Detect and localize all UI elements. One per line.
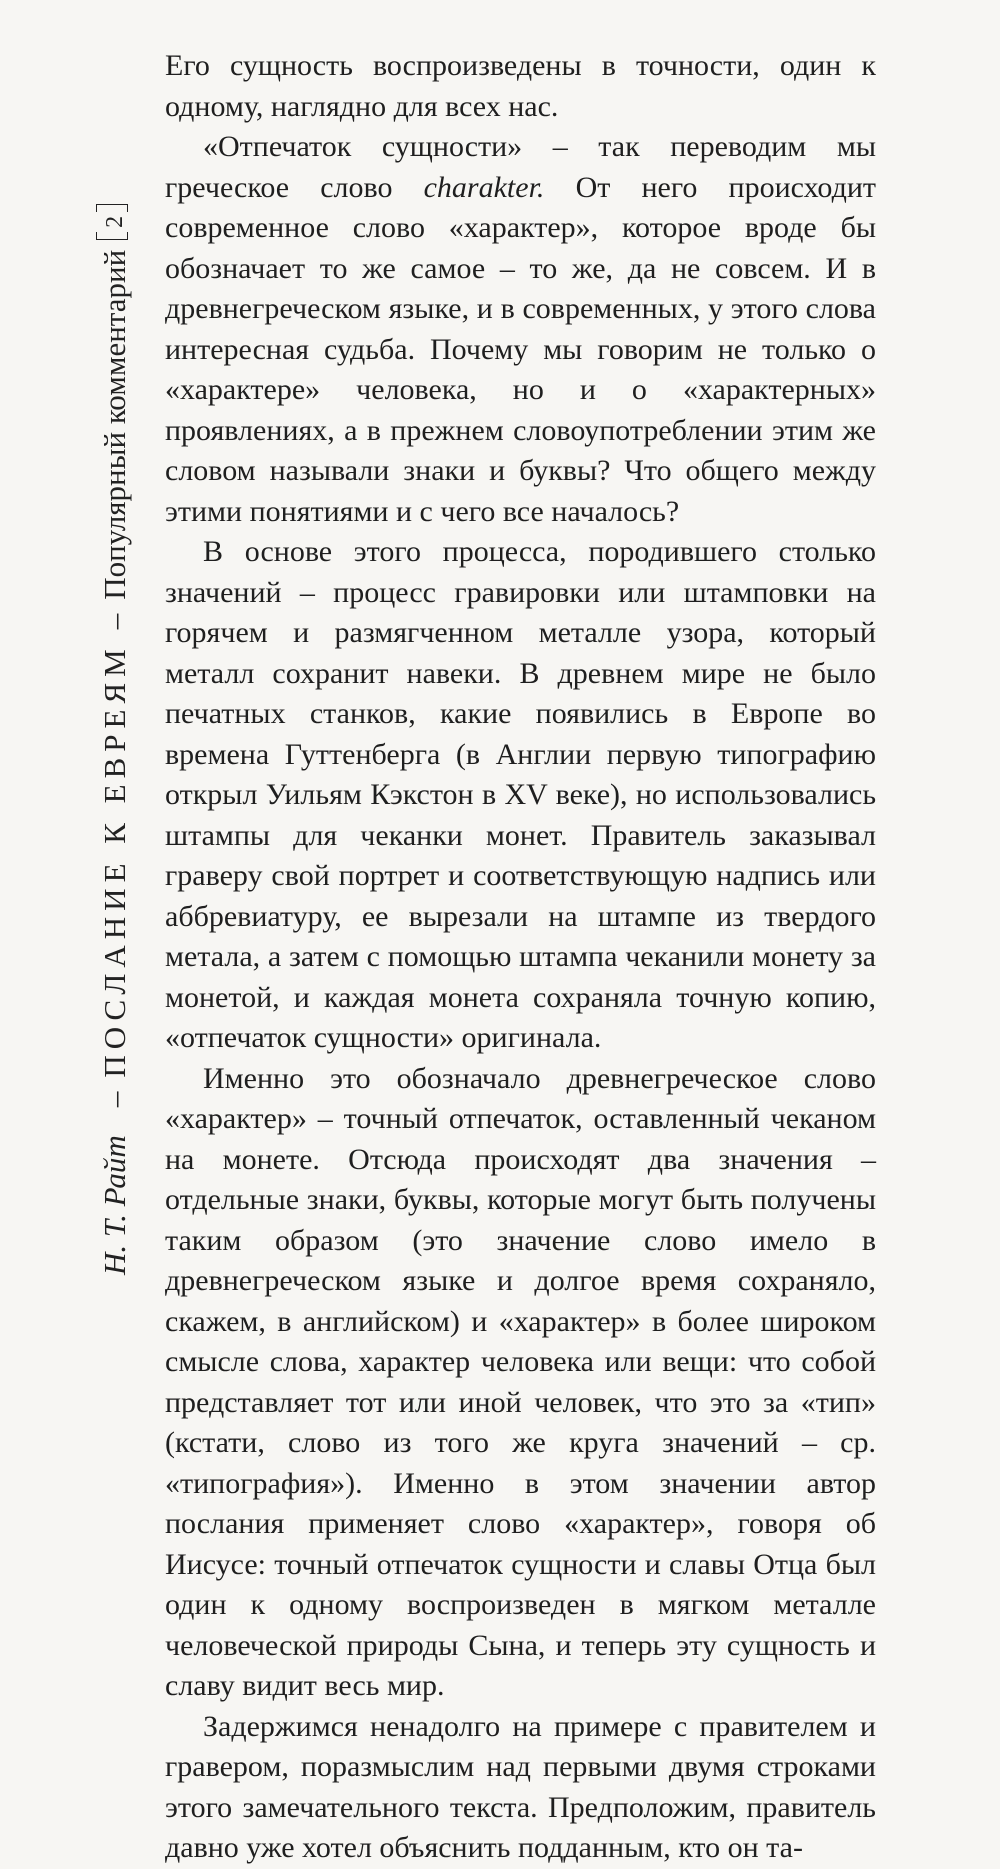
paragraph [165,127,876,532]
paragraph: Задержимся ненадолго на примере с правителем и гравером, поразмыслим над первыми двумя строками этого замечательного текста. Предположим, правитель давно уже хотел объяснить подданным, кто он та- [165,1709,876,1864]
running-head-book-title: ПОСЛАНИЕ К ЕВРЕЯМ [97,643,132,1078]
paragraph: Именно это обозначало древнегреческое слово «характер» – точный отпечаток, оставленный чеканом на монете. Отсюда происходят два значения – отдельные знаки, буквы, которые могут быть получены таким образом (это значение слово имело в древнегреческом языке и долгое время сохраняло, скажем, в английском) и «характер» в более широком смысле слова, характер человека или вещи: что собой представляет тот или иной человек, что это за «тип» (кстати, слово из того же круга значений – ср. «типография»). Именно в этом значении автор послания применяет слово «характер», говоря об Иисусе: точный отпечаток сущности и славы Отца был один к одному воспроизведен в мягком металле человеческой природы Сына, и теперь эту сущность и славу видит весь мир. [165,1061,876,1702]
paragraph-text: От него происходит современное слово «характер», которое вроде бы обозначает то же самое – то же, да не совсем. И в древнегреческом языке, и в современных, у этого слова интересная судьба. Почему мы говорим не только о «характере» человека, но и о «характерных» проявлениях, а в прежнем словоупотреблении этим же словом называли знаки и буквы? Что общего между этими понятиями и с чего все началось? [165,170,876,528]
paragraph: Его сущность воспроизведены в точности, один к одному, наглядно для всех нас. [165,49,876,123]
paragraph: В основе этого процесса, породившего столько значений – процесс гравировки или штамповки на горячем и размягченном металле узора, который металл сохранит навеки. В древнем мире не было печатных станков, какие появились в Европе во времена Гуттенберга (в Англии первую типографию открыл Уильям Кэкстон в XV веке), но использовались штампы для чеканки монет. Правитель заказывал граверу свой портрет и соответствующую надпись или аббревиатуру, ее вырезали на штампе из твердого метала, а затем с помощью штампа чеканили монету за монетой, и каждая монета сохраняла точную копию, «отпечаток сущности» оригинала. [165,535,876,1054]
running-head-dash: – [97,1091,132,1108]
italic-term: charakter. [423,170,545,204]
running-head-dash: – [97,613,132,630]
body-text [165,46,876,1869]
running-head-author: Н. Т. Райт [97,1135,132,1275]
paragraph-text: «Отпечаток сущности» – так переводим мы греческое слово [165,130,876,204]
running-head-series-title: Популярный комментарий [97,249,132,600]
page-number: 2 [98,210,132,234]
running-head [98,165,132,1275]
